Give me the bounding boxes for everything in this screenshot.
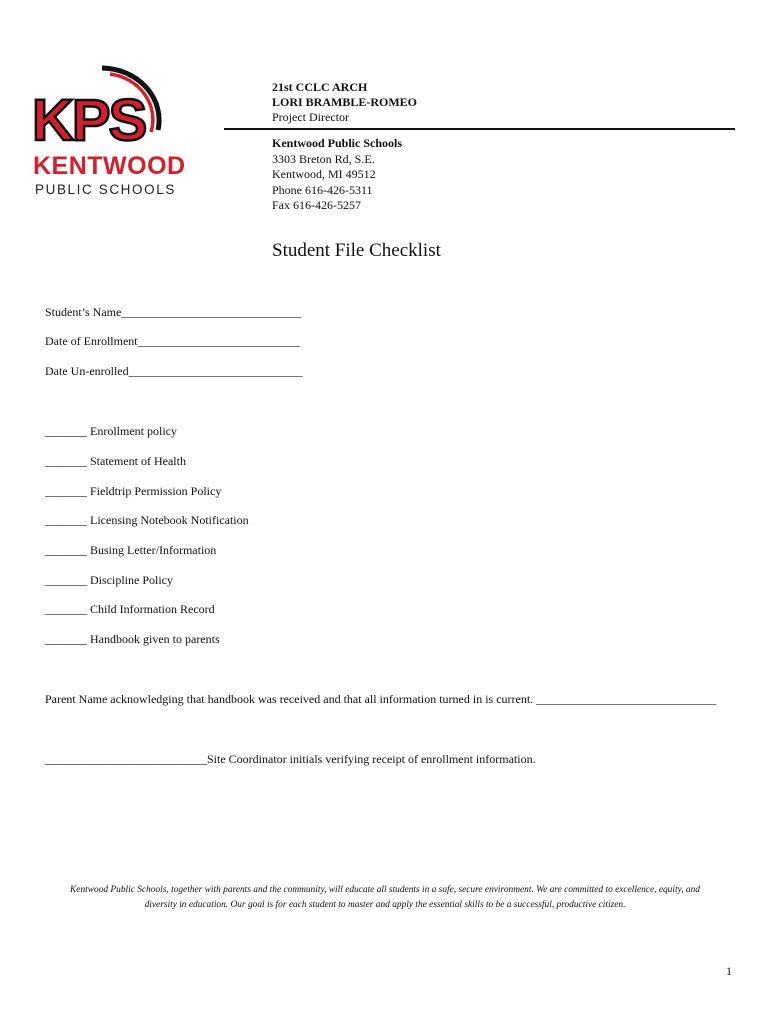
student-name-field[interactable]: Student’s Name______________________________ — [45, 305, 302, 319]
header-divider — [224, 128, 735, 130]
checklist-item-handbook[interactable]: _______ Handbook given to parents — [45, 632, 220, 646]
mission-line-1: Kentwood Public Schools, together with parents and the community, will educate all students in a safe, secure environment. We are committed to excellence, equity, and — [70, 885, 700, 895]
kps-logo-mark-icon — [30, 52, 180, 152]
enrollment-date-field[interactable]: Date of Enrollment___________________________ — [45, 334, 300, 348]
page-number: 1 — [726, 964, 732, 978]
parent-acknowledgement-field[interactable]: Parent Name acknowledging that handbook was received and that all information turned in is current. ______________________________ — [45, 692, 717, 706]
fax-number: Fax 616-426-5257 — [272, 198, 361, 212]
address-block — [272, 136, 402, 214]
checklist-item-enrollment-policy[interactable]: _______ Enrollment policy — [45, 424, 177, 438]
checklist-item-fieldtrip-permission[interactable]: _______ Fieldtrip Permission Policy — [45, 484, 222, 498]
logo-name: KENTWOOD — [33, 152, 186, 180]
program-name: 21st CCLC ARCH — [272, 80, 368, 94]
mission-statement — [30, 883, 740, 913]
page-title: Student File Checklist — [272, 240, 441, 261]
checklist-item-discipline-policy[interactable]: _______ Discipline Policy — [45, 573, 173, 587]
site-coordinator-field[interactable]: ___________________________Site Coordinator initials verifying receipt of enrollment information. — [45, 752, 536, 766]
checklist-item-statement-of-health[interactable]: _______ Statement of Health — [45, 454, 186, 468]
street-address: 3303 Breton Rd, S.E. — [272, 151, 375, 166]
checklist-item-licensing-notebook[interactable]: _______ Licensing Notebook Notification — [45, 513, 249, 527]
checklist-item-busing-letter[interactable]: _______ Busing Letter/Information — [45, 543, 217, 557]
logo-subname: PUBLIC SCHOOLS — [35, 182, 176, 197]
checklist-item-child-information[interactable]: _______ Child Information Record — [45, 602, 215, 616]
logo-letters: KPS — [32, 88, 146, 152]
city-state-zip: Kentwood, MI 49512 — [272, 167, 376, 181]
program-header — [272, 80, 417, 125]
org-name: Kentwood Public Schools — [272, 136, 403, 150]
director-title: Project Director — [272, 110, 349, 124]
unenrolled-date-field[interactable]: Date Un-enrolled_____________________________ — [45, 364, 303, 378]
mission-line-2: diversity in education. Our goal is for each student to master and apply the essential skills to be a successful, productive citizen. — [144, 900, 626, 910]
director-name: LORI BRAMBLE-ROMEO — [272, 95, 418, 109]
kps-logo — [30, 52, 186, 202]
phone-number: Phone 616-426-5311 — [272, 182, 373, 197]
